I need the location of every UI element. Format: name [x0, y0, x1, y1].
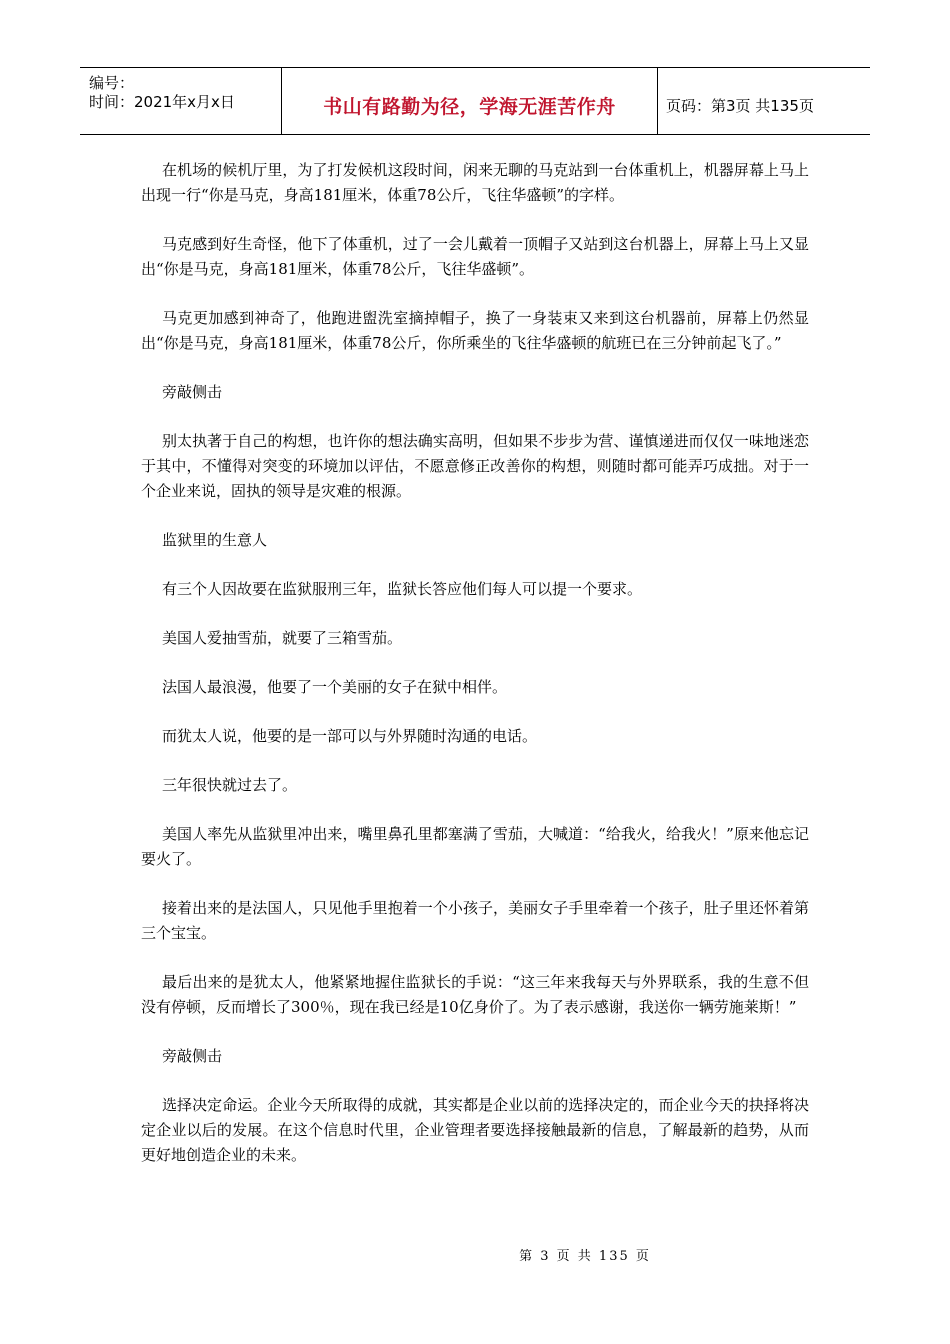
section-heading: 旁敲侧击 — [162, 383, 223, 401]
document-body — [141, 158, 809, 1192]
paragraph: 法国人最浪漫，他要了一个美丽的女子在狱中相伴。 — [162, 678, 508, 696]
header-motto-cell — [282, 68, 658, 134]
header-motto: 书山有路勤为径，学海无涯苦作舟 — [323, 95, 616, 118]
paragraph: 选择决定命运。企业今天所取得的成就，其实都是企业以前的选择决定的，而企业今天的抉择将决定企业以后的发展。在这个信息时代里，企业管理者要选择接触最新的信息，了解最新的趋势，从而更好地创造企业的未来。 — [141, 1096, 809, 1164]
paragraph: 接着出来的是法国人，只见他手里抱着一个小孩子，美丽女子手里牵着一个孩子，肚子里还怀着第三个宝宝。 — [141, 899, 809, 942]
section-heading: 旁敲侧击 — [162, 1047, 223, 1065]
paragraph: 有三个人因故要在监狱服刑三年，监狱长答应他们每人可以提一个要求。 — [162, 580, 643, 598]
page-header — [80, 67, 870, 135]
paragraph: 最后出来的是犹太人，他紧紧地握住监狱长的手说：“这三年来我每天与外界联系，我的生意不但没有停顿，反而增长了300％，现在我已经是10亿身价了。为了表示感谢，我送你一辆劳施莱斯！” — [141, 973, 809, 1016]
paragraph: 美国人爱抽雪茄，就要了三箱雪茄。 — [162, 629, 403, 647]
document-number-label: 编号： — [89, 74, 135, 92]
paragraph: 而犹太人说，他要的是一部可以与外界随时沟通的电话。 — [162, 727, 538, 745]
header-page-code-cell — [658, 68, 870, 134]
paragraph: 三年很快就过去了。 — [162, 776, 298, 794]
footer-page-number: 第 3 页 共 135 页 — [519, 1249, 651, 1264]
paragraph: 美国人率先从监狱里冲出来，嘴里鼻孔里都塞满了雪茄，大喊道：“给我火，给我火！”原来他忘记要火了。 — [141, 825, 809, 868]
page-footer — [0, 1245, 950, 1264]
paragraph: 别太执著于自己的构想，也许你的想法确实高明，但如果不步步为营、谨慎递进而仅仅一味地迷恋于其中，不懂得对突变的环境加以评估，不愿意修正改善你的构想，则随时都可能弄巧成拙。对于一个企业来说，固执的领导是灾难的根源。 — [141, 432, 809, 500]
section-heading: 监狱里的生意人 — [162, 531, 268, 549]
paragraph: 马克更加感到神奇了，他跑进盥洗室摘掉帽子，换了一身装束又来到这台机器前，屏幕上仍然显出“你是马克，身高181厘米，体重78公斤，你所乘坐的飞往华盛顿的航班已在三分钟前起飞了。” — [141, 309, 809, 352]
paragraph: 马克感到好生奇怪，他下了体重机，过了一会儿戴着一顶帽子又站到这台机器上，屏幕上马上又显出“你是马克，身高181厘米，体重78公斤，飞往华盛顿”。 — [141, 235, 809, 278]
document-date-label: 时间：2021年x月x日 — [89, 93, 235, 111]
header-meta-cell — [80, 68, 282, 134]
header-page-code: 页码：第3页 共135页 — [666, 96, 814, 115]
paragraph: 在机场的候机厅里，为了打发候机这段时间，闲来无聊的马克站到一台体重机上，机器屏幕上马上出现一行“你是马克，身高181厘米，体重78公斤，飞往华盛顿”的字样。 — [141, 161, 809, 204]
